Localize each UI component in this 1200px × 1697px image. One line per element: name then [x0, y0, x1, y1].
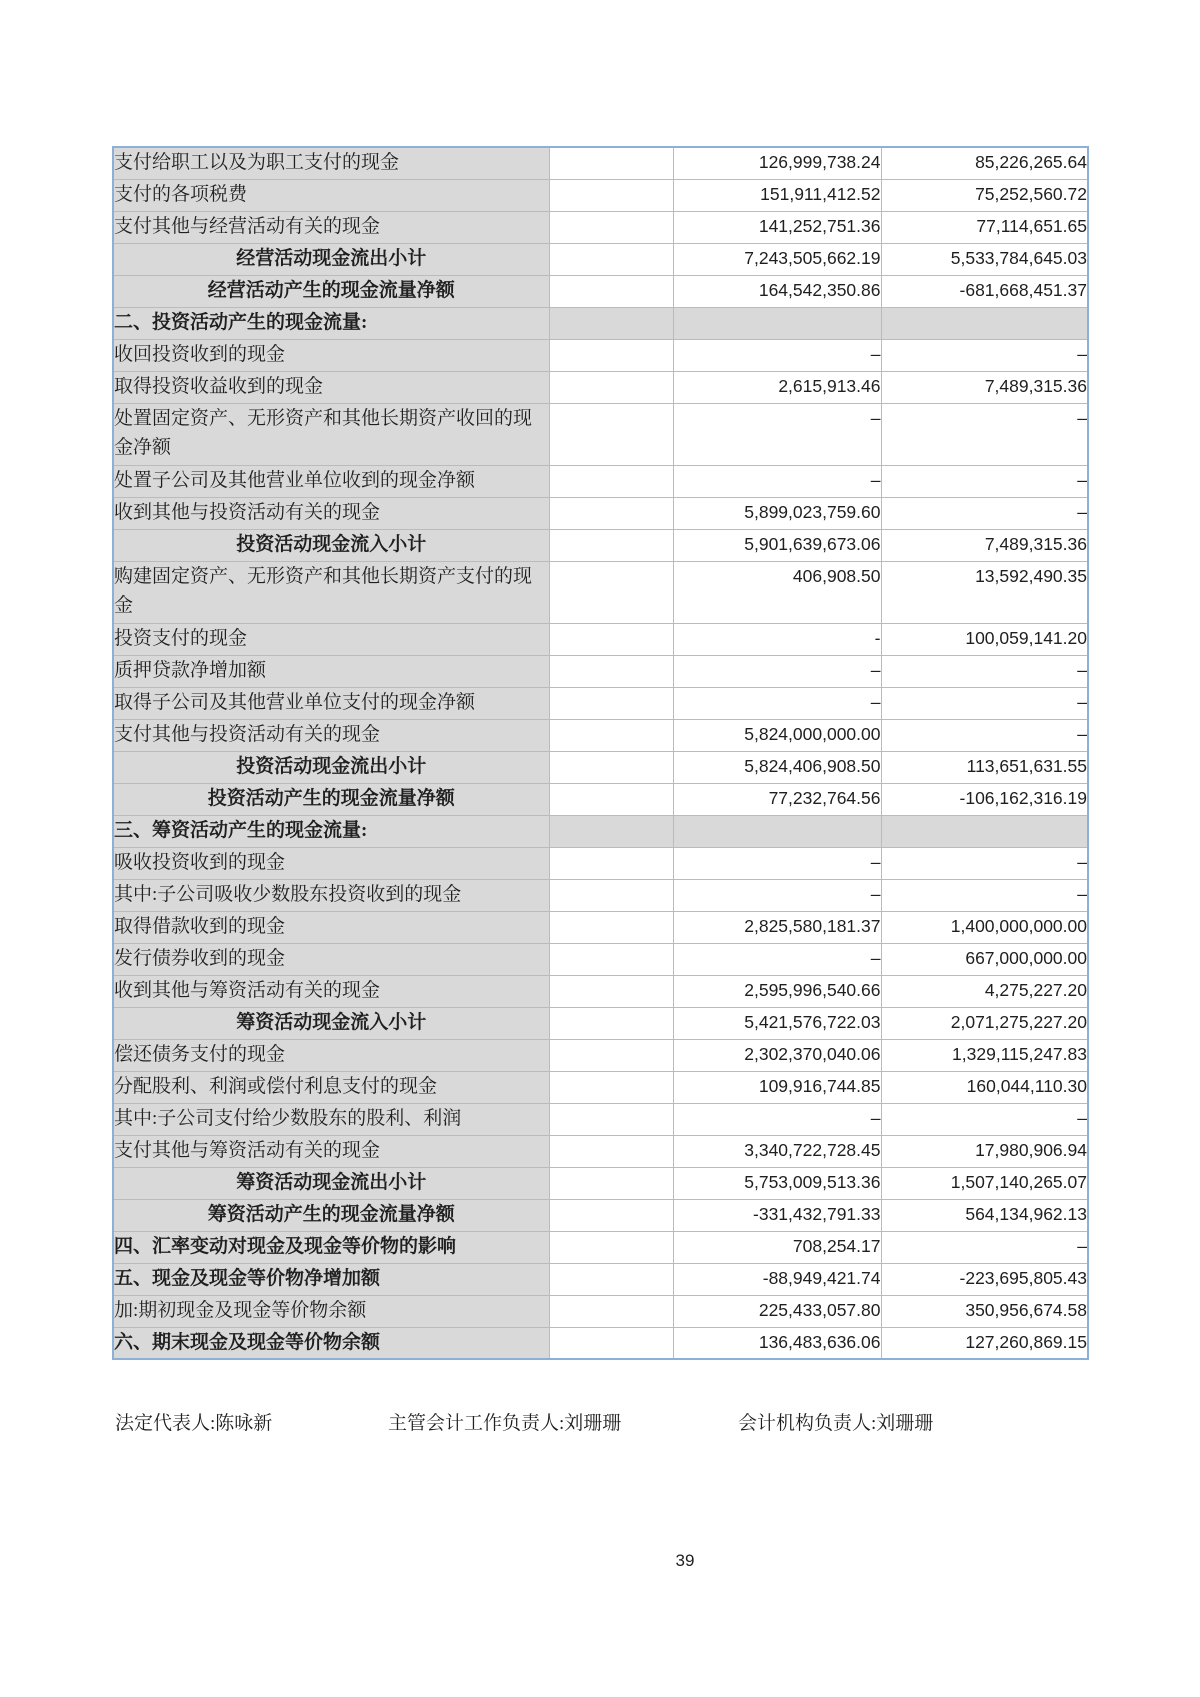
current-period-value — [673, 815, 881, 847]
table-row — [113, 1103, 1088, 1135]
current-period-value: 7,243,505,662.19 — [673, 243, 881, 275]
prior-period-value: 7,489,315.36 — [881, 529, 1088, 561]
current-period-value: 151,911,412.52 — [673, 179, 881, 211]
prior-period-value: 2,071,275,227.20 — [881, 1007, 1088, 1039]
prior-period-value: 1,507,140,265.07 — [881, 1167, 1088, 1199]
current-period-value — [673, 307, 881, 339]
current-period-value: -331,432,791.33 — [673, 1199, 881, 1231]
row-label: 筹资活动现金流出小计 — [113, 1167, 549, 1199]
row-label: 二、投资活动产生的现金流量: — [113, 307, 549, 339]
row-label: 吸收投资收到的现金 — [113, 847, 549, 879]
table-row — [113, 307, 1088, 339]
prior-period-value: 100,059,141.20 — [881, 623, 1088, 655]
row-label: 投资活动现金流入小计 — [113, 529, 549, 561]
empty-cell — [549, 497, 673, 529]
table-row — [113, 1071, 1088, 1103]
prior-period-value: 1,329,115,247.83 — [881, 1039, 1088, 1071]
current-period-value: 5,824,000,000.00 — [673, 719, 881, 751]
table-row — [113, 275, 1088, 307]
current-period-value: 141,252,751.36 — [673, 211, 881, 243]
table-row — [113, 783, 1088, 815]
empty-cell — [549, 307, 673, 339]
table-row — [113, 371, 1088, 403]
table-row — [113, 465, 1088, 497]
row-label: 支付其他与投资活动有关的现金 — [113, 719, 549, 751]
prior-period-value: – — [881, 879, 1088, 911]
table-row — [113, 719, 1088, 751]
current-period-value: – — [673, 465, 881, 497]
row-label: 经营活动现金流出小计 — [113, 243, 549, 275]
row-label: 筹资活动现金流入小计 — [113, 1007, 549, 1039]
empty-cell — [549, 815, 673, 847]
empty-cell — [549, 943, 673, 975]
current-period-value: 77,232,764.56 — [673, 783, 881, 815]
cash-flow-table — [112, 146, 1089, 1360]
prior-period-value: -106,162,316.19 — [881, 783, 1088, 815]
current-period-value: - — [673, 623, 881, 655]
table-row — [113, 1263, 1088, 1295]
current-period-value: – — [673, 847, 881, 879]
empty-cell — [549, 1167, 673, 1199]
empty-cell — [549, 179, 673, 211]
empty-cell — [549, 275, 673, 307]
empty-cell — [549, 465, 673, 497]
prior-period-value: 77,114,651.65 — [881, 211, 1088, 243]
row-label: 偿还债务支付的现金 — [113, 1039, 549, 1071]
prior-period-value: – — [881, 465, 1088, 497]
prior-period-value: – — [881, 339, 1088, 371]
current-period-value: 2,595,996,540.66 — [673, 975, 881, 1007]
table-row — [113, 211, 1088, 243]
table-row — [113, 1327, 1088, 1359]
row-label: 收到其他与筹资活动有关的现金 — [113, 975, 549, 1007]
row-label: 投资活动现金流出小计 — [113, 751, 549, 783]
row-label: 其中:子公司吸收少数股东投资收到的现金 — [113, 879, 549, 911]
table-row — [113, 561, 1088, 623]
empty-cell — [549, 1263, 673, 1295]
row-label: 其中:子公司支付给少数股东的股利、利润 — [113, 1103, 549, 1135]
prior-period-value: 160,044,110.30 — [881, 1071, 1088, 1103]
prior-period-value: – — [881, 719, 1088, 751]
prior-period-value: 4,275,227.20 — [881, 975, 1088, 1007]
prior-period-value: 5,533,784,645.03 — [881, 243, 1088, 275]
current-period-value: – — [673, 655, 881, 687]
current-period-value: 136,483,636.06 — [673, 1327, 881, 1359]
prior-period-value: – — [881, 847, 1088, 879]
prior-period-value: 127,260,869.15 — [881, 1327, 1088, 1359]
prior-period-value: -223,695,805.43 — [881, 1263, 1088, 1295]
current-period-value: 5,901,639,673.06 — [673, 529, 881, 561]
empty-cell — [549, 879, 673, 911]
row-label: 购建固定资产、无形资产和其他长期资产支付的现金 — [113, 561, 549, 623]
table-row — [113, 1167, 1088, 1199]
row-label: 取得借款收到的现金 — [113, 911, 549, 943]
current-period-value: – — [673, 339, 881, 371]
current-period-value: 126,999,738.24 — [673, 147, 881, 179]
prior-period-value: – — [881, 655, 1088, 687]
table-row — [113, 1039, 1088, 1071]
chief-accounting-officer-label: 主管会计工作负责人:刘珊珊 — [388, 1413, 622, 1434]
current-period-value: – — [673, 403, 881, 465]
empty-cell — [549, 371, 673, 403]
accounting-department-head-label: 会计机构负责人:刘珊珊 — [738, 1413, 934, 1434]
empty-cell — [549, 783, 673, 815]
row-label: 筹资活动产生的现金流量净额 — [113, 1199, 549, 1231]
current-period-value: 164,542,350.86 — [673, 275, 881, 307]
empty-cell — [549, 1039, 673, 1071]
prior-period-value: 17,980,906.94 — [881, 1135, 1088, 1167]
prior-period-value: 13,592,490.35 — [881, 561, 1088, 623]
table-row — [113, 339, 1088, 371]
row-label: 支付其他与经营活动有关的现金 — [113, 211, 549, 243]
current-period-value: 5,899,023,759.60 — [673, 497, 881, 529]
table-row — [113, 497, 1088, 529]
prior-period-value: 1,400,000,000.00 — [881, 911, 1088, 943]
empty-cell — [549, 719, 673, 751]
current-period-value: 2,615,913.46 — [673, 371, 881, 403]
empty-cell — [549, 339, 673, 371]
row-label: 加:期初现金及现金等价物余额 — [113, 1295, 549, 1327]
row-label: 支付的各项税费 — [113, 179, 549, 211]
prior-period-value: 85,226,265.64 — [881, 147, 1088, 179]
row-label: 取得子公司及其他营业单位支付的现金净额 — [113, 687, 549, 719]
prior-period-value: 75,252,560.72 — [881, 179, 1088, 211]
current-period-value: -88,949,421.74 — [673, 1263, 881, 1295]
empty-cell — [549, 147, 673, 179]
empty-cell — [549, 911, 673, 943]
row-label: 发行债券收到的现金 — [113, 943, 549, 975]
prior-period-value: – — [881, 1103, 1088, 1135]
current-period-value: 5,753,009,513.36 — [673, 1167, 881, 1199]
row-label: 收到其他与投资活动有关的现金 — [113, 497, 549, 529]
prior-period-value: – — [881, 403, 1088, 465]
empty-cell — [549, 1327, 673, 1359]
prior-period-value: 564,134,962.13 — [881, 1199, 1088, 1231]
prior-period-value: 7,489,315.36 — [881, 371, 1088, 403]
table-row — [113, 1231, 1088, 1263]
empty-cell — [549, 561, 673, 623]
row-label: 处置子公司及其他营业单位收到的现金净额 — [113, 465, 549, 497]
prior-period-value: 667,000,000.00 — [881, 943, 1088, 975]
page-number: 39 — [675, 1551, 695, 1570]
empty-cell — [549, 623, 673, 655]
table-row — [113, 243, 1088, 275]
row-label: 投资支付的现金 — [113, 623, 549, 655]
prior-period-value: 350,956,674.58 — [881, 1295, 1088, 1327]
table-row — [113, 847, 1088, 879]
current-period-value: 5,824,406,908.50 — [673, 751, 881, 783]
row-label: 四、汇率变动对现金及现金等价物的影响 — [113, 1231, 549, 1263]
current-period-value: 2,825,580,181.37 — [673, 911, 881, 943]
current-period-value: 2,302,370,040.06 — [673, 1039, 881, 1071]
current-period-value: 225,433,057.80 — [673, 1295, 881, 1327]
table-row — [113, 943, 1088, 975]
table-row — [113, 529, 1088, 561]
empty-cell — [549, 847, 673, 879]
current-period-value: 3,340,722,728.45 — [673, 1135, 881, 1167]
empty-cell — [549, 655, 673, 687]
table-row — [113, 1199, 1088, 1231]
legal-representative-label: 法定代表人:陈咏新 — [115, 1413, 273, 1434]
empty-cell — [549, 1007, 673, 1039]
empty-cell — [549, 751, 673, 783]
row-label: 支付其他与筹资活动有关的现金 — [113, 1135, 549, 1167]
empty-cell — [549, 211, 673, 243]
current-period-value: – — [673, 1103, 881, 1135]
empty-cell — [549, 1231, 673, 1263]
row-label: 质押贷款净增加额 — [113, 655, 549, 687]
row-label: 五、现金及现金等价物净增加额 — [113, 1263, 549, 1295]
table-row — [113, 1295, 1088, 1327]
current-period-value: – — [673, 687, 881, 719]
current-period-value: – — [673, 943, 881, 975]
prior-period-value — [881, 815, 1088, 847]
empty-cell — [549, 1071, 673, 1103]
table-row — [113, 179, 1088, 211]
row-label: 处置固定资产、无形资产和其他长期资产收回的现金净额 — [113, 403, 549, 465]
row-label: 取得投资收益收到的现金 — [113, 371, 549, 403]
table-row — [113, 975, 1088, 1007]
row-label: 经营活动产生的现金流量净额 — [113, 275, 549, 307]
row-label: 六、期末现金及现金等价物余额 — [113, 1327, 549, 1359]
table-row — [113, 687, 1088, 719]
prior-period-value: – — [881, 1231, 1088, 1263]
current-period-value: 5,421,576,722.03 — [673, 1007, 881, 1039]
empty-cell — [549, 687, 673, 719]
cash-flow-table-body — [113, 147, 1088, 1359]
empty-cell — [549, 1103, 673, 1135]
empty-cell — [549, 1135, 673, 1167]
prior-period-value: -681,668,451.37 — [881, 275, 1088, 307]
table-row — [113, 403, 1088, 465]
table-row — [113, 815, 1088, 847]
current-period-value: 109,916,744.85 — [673, 1071, 881, 1103]
current-period-value: 708,254.17 — [673, 1231, 881, 1263]
row-label: 分配股利、利润或偿付利息支付的现金 — [113, 1071, 549, 1103]
current-period-value: – — [673, 879, 881, 911]
row-label: 收回投资收到的现金 — [113, 339, 549, 371]
table-row — [113, 1007, 1088, 1039]
empty-cell — [549, 529, 673, 561]
prior-period-value: – — [881, 497, 1088, 529]
signature-line — [0, 1408, 1200, 1438]
table-row — [113, 751, 1088, 783]
empty-cell — [549, 403, 673, 465]
empty-cell — [549, 1295, 673, 1327]
table-row — [113, 623, 1088, 655]
row-label: 三、筹资活动产生的现金流量: — [113, 815, 549, 847]
table-row — [113, 911, 1088, 943]
empty-cell — [549, 243, 673, 275]
table-row — [113, 1135, 1088, 1167]
row-label: 投资活动产生的现金流量净额 — [113, 783, 549, 815]
empty-cell — [549, 975, 673, 1007]
current-period-value: 406,908.50 — [673, 561, 881, 623]
empty-cell — [549, 1199, 673, 1231]
prior-period-value — [881, 307, 1088, 339]
table-row — [113, 655, 1088, 687]
prior-period-value: 113,651,631.55 — [881, 751, 1088, 783]
table-row — [113, 879, 1088, 911]
table-row — [113, 147, 1088, 179]
prior-period-value: – — [881, 687, 1088, 719]
row-label: 支付给职工以及为职工支付的现金 — [113, 147, 549, 179]
